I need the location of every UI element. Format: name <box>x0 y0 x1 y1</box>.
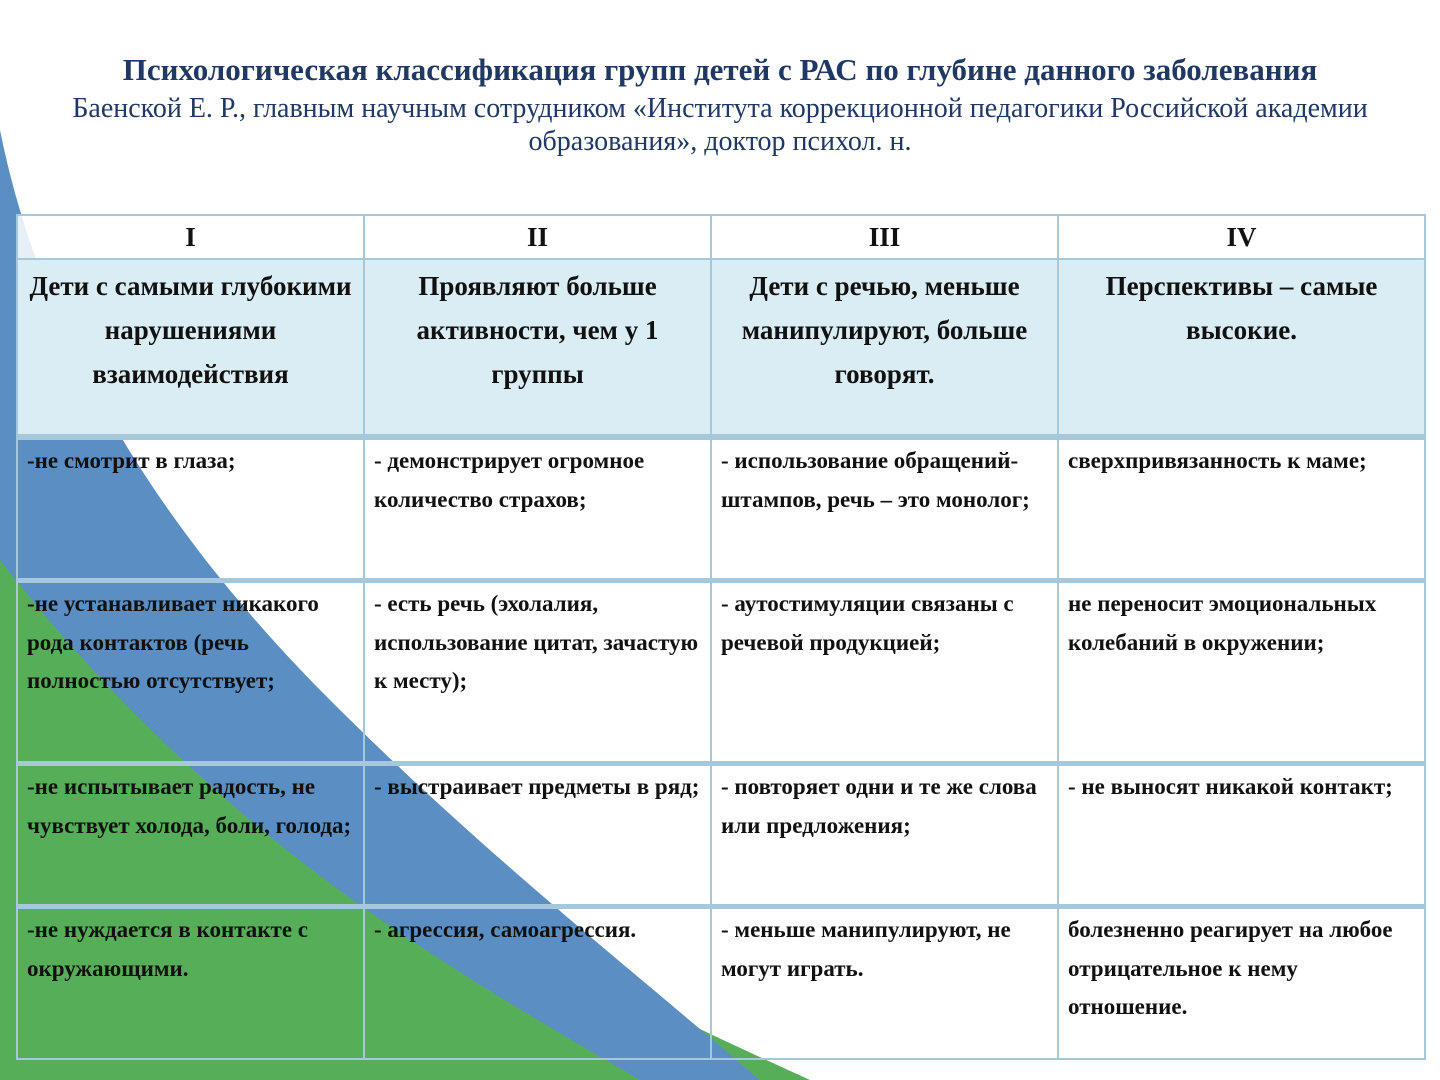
column-header-3: III <box>711 215 1058 259</box>
table-cell: - использование обращений-штампов, речь – это монолог; <box>711 437 1058 581</box>
table-cell: -не испытывает радость, не чувствует холода, боли, голода; <box>17 764 364 907</box>
group-description-3: Дети с речью, меньше манипулируют, больше говорят. <box>711 259 1058 437</box>
table-cell: -не смотрит в глаза; <box>17 437 364 581</box>
table-cell: - не выносят никакой контакт; <box>1058 764 1425 907</box>
column-header-1: I <box>17 215 364 259</box>
table-row <box>17 907 1425 1060</box>
slide-title: Психологическая классификация групп детей с РАС по глубине данного заболевания <box>122 52 1318 87</box>
table-row <box>17 437 1425 581</box>
table-cell: -не нуждается в контакте с окружающими. <box>17 907 364 1060</box>
group-description-2: Проявляют больше активности, чем у 1 группы <box>364 259 711 437</box>
table-row <box>17 581 1425 764</box>
table-cell: -не устанавливает никакого рода контактов (речь полностью отсутствует; <box>17 581 364 764</box>
table-cell: - выстраивает предметы в ряд; <box>364 764 711 907</box>
group-description-4: Перспективы – самые высокие. <box>1058 259 1425 437</box>
table-header-row <box>17 215 1425 259</box>
table-cell: - меньше манипулируют, не могут играть. <box>711 907 1058 1060</box>
table-cell: болезненно реагирует на любое отрицательное к нему отношение. <box>1058 907 1425 1060</box>
classification-table <box>16 214 1426 1060</box>
group-description-1: Дети с самыми глубокими нарушениями взаимодействия <box>17 259 364 437</box>
table-cell: - демонстрирует огромное количество страхов; <box>364 437 711 581</box>
group-description-row <box>17 259 1425 437</box>
table-cell: - есть речь (эхолалия, использование цитат, зачастую к месту); <box>364 581 711 764</box>
column-header-4: IV <box>1058 215 1425 259</box>
table-cell: - аутостимуляции связаны с речевой продукцией; <box>711 581 1058 764</box>
table-cell: - повторяет одни и те же слова или предложения; <box>711 764 1058 907</box>
slide-header <box>0 52 1440 158</box>
table-cell: не переносит эмоциональных колебаний в окружении; <box>1058 581 1425 764</box>
table-cell: - агрессия, самоагрессия. <box>364 907 711 1060</box>
column-header-2: II <box>364 215 711 259</box>
table-cell: сверхпривязанность к маме; <box>1058 437 1425 581</box>
slide-subtitle: Баенской Е. Р., главным научным сотрудником «Института коррекционной педагогики Российской академии образования», доктор психол. н. <box>72 93 1368 157</box>
table-row <box>17 764 1425 907</box>
